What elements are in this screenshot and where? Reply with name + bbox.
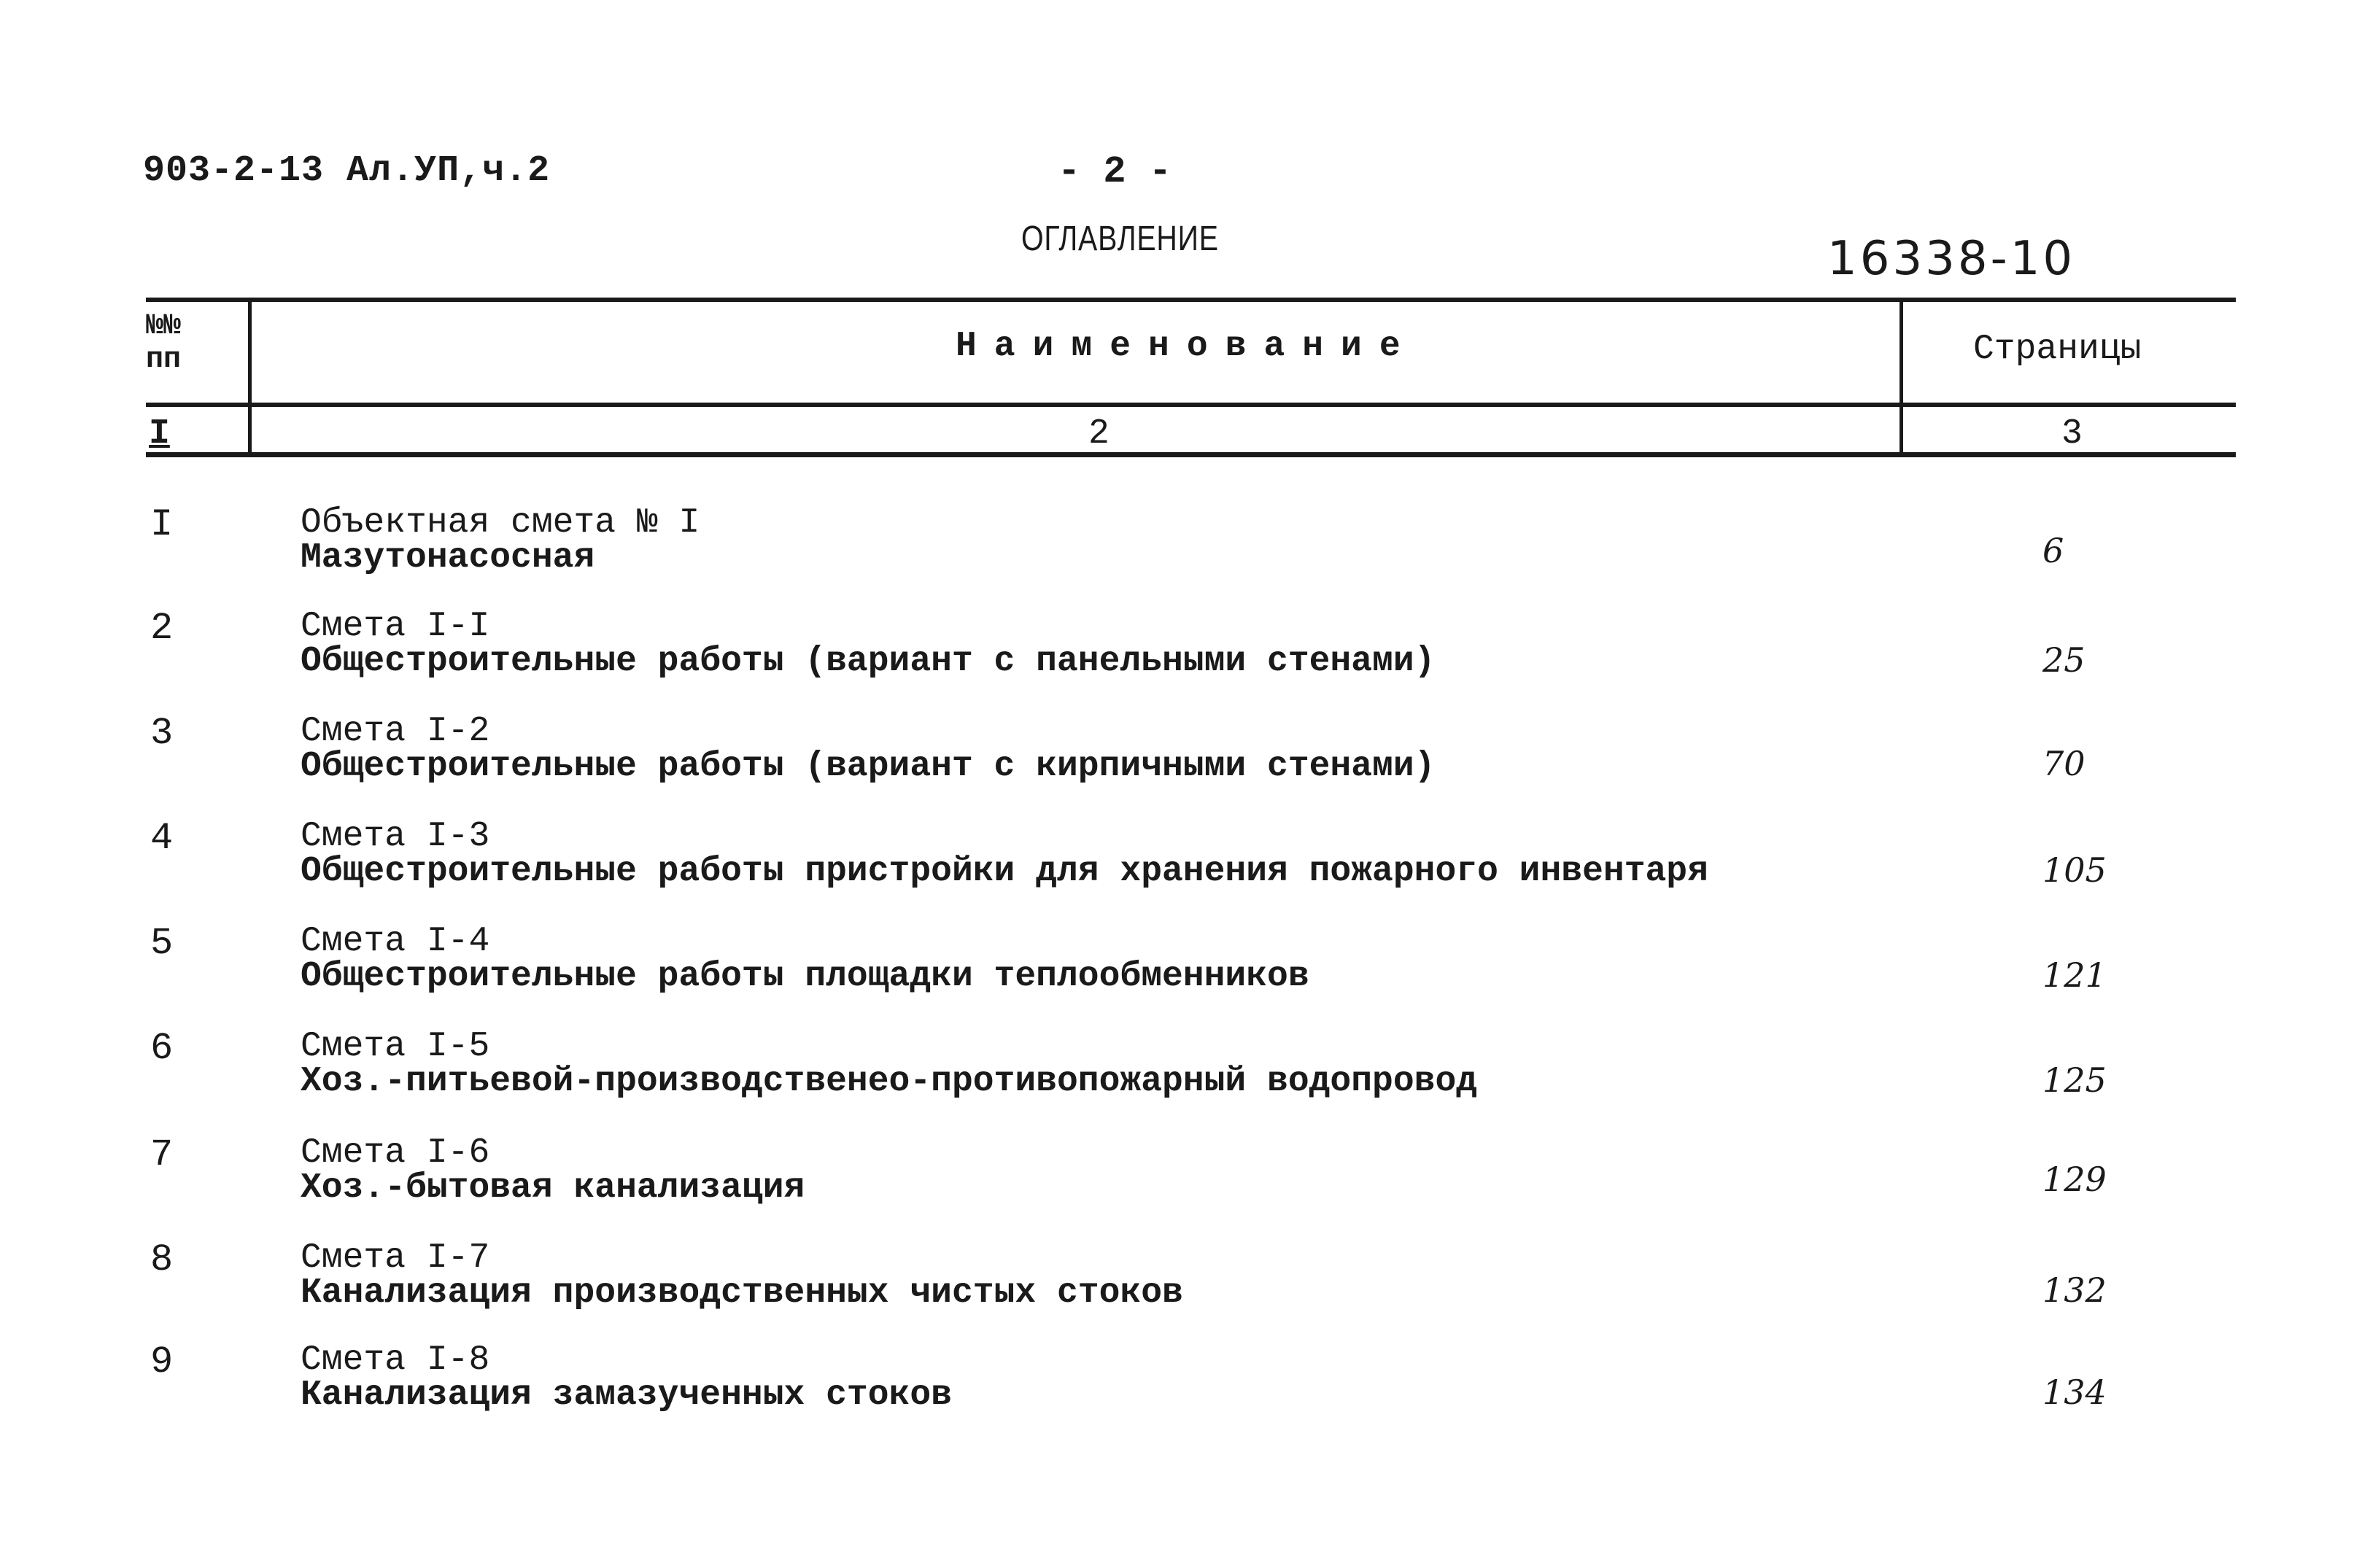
row-subtitle: Канализация замазученных стоков — [301, 1375, 952, 1415]
header-bottom-rule — [146, 403, 2236, 407]
document-code: 903-2-13 Ал.УП,ч.2 — [143, 150, 551, 192]
row-title: Смета I-5 — [301, 1027, 490, 1066]
row-number: 4 — [150, 817, 174, 860]
row-title: Смета I-8 — [301, 1340, 490, 1380]
row-title: Смета I-2 — [301, 712, 490, 751]
row-title: Смета I-7 — [301, 1238, 490, 1278]
row-subtitle: Общестроительные работы (вариант с кирпичными стенами) — [301, 747, 1436, 786]
row-page: 134 — [2042, 1373, 2107, 1412]
inventory-number: 16338-10 — [1827, 232, 2076, 286]
row-subtitle: Общестроительные работы (вариант с панельными стенами) — [301, 642, 1436, 681]
page-number: - 2 - — [1058, 150, 1172, 193]
row-subtitle: Канализация производственных чистых стоков — [301, 1273, 1183, 1313]
row-subtitle: Общестроительные работы пристройки для хранения пожарного инвентаря — [301, 852, 1708, 891]
column-header-pages: Страницы — [1973, 330, 2142, 369]
column-index-2: 2 — [1088, 414, 1110, 454]
row-number: 5 — [150, 922, 174, 965]
row-number: 9 — [150, 1340, 174, 1383]
row-page: 70 — [2042, 744, 2086, 783]
row-page: 129 — [2042, 1160, 2107, 1199]
row-number: 7 — [150, 1133, 174, 1176]
column-header-name: Наименование — [956, 327, 1418, 366]
row-title: Смета I-3 — [301, 817, 490, 856]
row-number: 2 — [150, 607, 174, 650]
column-index-3: 3 — [2061, 414, 2083, 454]
row-title: Объектная смета № I — [301, 503, 700, 543]
index-bottom-rule — [146, 452, 2236, 457]
column-header-number: №№ пп — [146, 310, 182, 376]
row-page: 121 — [2042, 955, 2107, 995]
row-page: 25 — [2042, 640, 2086, 680]
row-page: 125 — [2042, 1060, 2107, 1100]
column-divider-2 — [1900, 302, 1903, 457]
row-subtitle: Хоз.-питьевой-производственео-противопожарный водопровод — [301, 1062, 1478, 1101]
row-number: 6 — [150, 1027, 174, 1070]
page-title: ОГЛАВЛЕНИЕ — [1021, 220, 1219, 258]
row-subtitle: Мазутонасосная — [301, 538, 595, 578]
row-page: 105 — [2042, 850, 2107, 890]
row-title: Смета I-4 — [301, 922, 490, 961]
column-divider-1 — [248, 302, 252, 457]
row-number: 3 — [150, 712, 174, 755]
row-title: Смета I-6 — [301, 1133, 490, 1173]
row-subtitle: Общестроительные работы площадки теплообменников — [301, 957, 1309, 996]
row-title: Смета I-I — [301, 607, 490, 646]
table-top-rule — [146, 298, 2236, 302]
row-number: 8 — [150, 1238, 174, 1281]
column-index-1: I — [149, 414, 170, 454]
row-page: 132 — [2042, 1270, 2107, 1310]
row-subtitle: Хоз.-бытовая канализация — [301, 1168, 805, 1208]
row-page: 6 — [2042, 531, 2064, 570]
row-number: I — [150, 503, 174, 546]
